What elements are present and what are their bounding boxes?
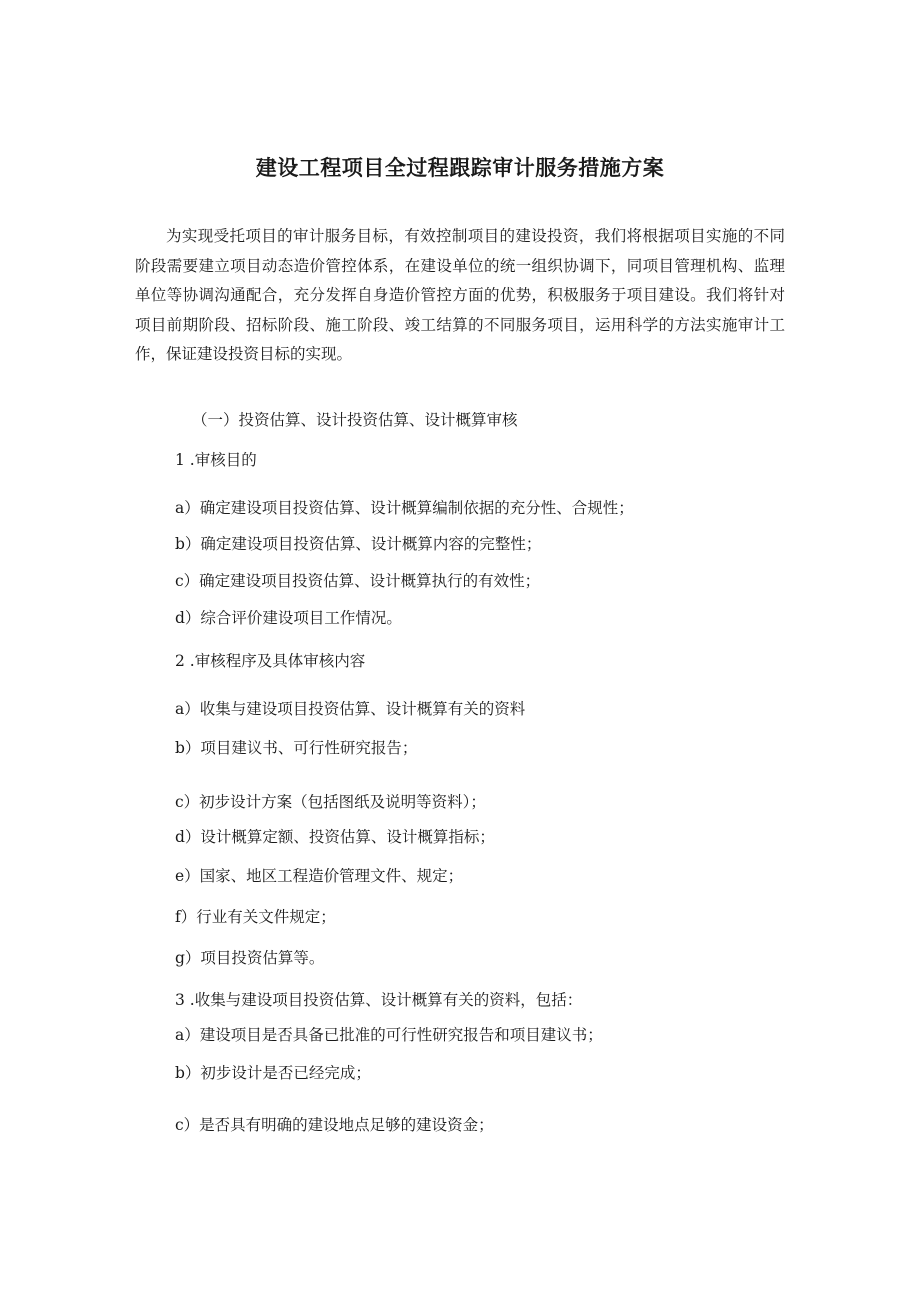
list-item: f）行业有关文件规定；: [175, 908, 336, 926]
list-item: a）确定建设项目投资估算、设计概算编制依据的充分性、合规性；: [175, 499, 634, 517]
list-item: c）确定建设项目投资估算、设计概算执行的有效性；: [175, 572, 541, 590]
document-title: 建设工程项目全过程跟踪审计服务措施方案: [255, 156, 665, 180]
list-item: b）初步设计是否已经完成；: [175, 1064, 371, 1082]
subheading-2: 2 .审核程序及具体审核内容: [175, 652, 366, 670]
section-heading: （一）投资估算、设计投资估算、设计概算审核: [192, 411, 518, 429]
subheading-1: 1 .审核目的: [175, 451, 257, 469]
list-item: d）综合评价建设项目工作情况。: [175, 609, 402, 627]
list-item: a）建设项目是否具备已批准的可行性研究报告和项目建议书；: [175, 1026, 603, 1044]
list-item: a）收集与建设项目投资估算、设计概算有关的资料: [175, 700, 526, 718]
list-item: c）是否具有明确的建设地点足够的建设资金；: [175, 1116, 494, 1134]
list-item: c）初步设计方案（包括图纸及说明等资料）；: [175, 793, 486, 811]
list-item: e）国家、地区工程造价管理文件、规定；: [175, 867, 464, 885]
list-item: b）项目建议书、可行性研究报告；: [175, 739, 418, 757]
subheading-3: 3 .收集与建设项目投资估算、设计概算有关的资料，包括：: [175, 991, 583, 1009]
list-item: b）确定建设项目投资估算、设计概算内容的完整性；: [175, 535, 542, 553]
intro-paragraph: 为实现受托项目的审计服务目标，有效控制项目的建设投资，我们将根据项目实施的不同阶段需要建立项目动态造价管控体系，在建设单位的统一组织协调下，同项目管理机构、监理单位等协调沟通配合，充分发挥自身造价管控方面的优势，积极服务于项目建设。我们将针对项目前期阶段、招标阶段、施工阶段、竣工结算的不同服务项目，运用科学的方法实施审计工作，保证建设投资目标的实现。: [135, 227, 785, 363]
list-item: g）项目投资估算等。: [175, 949, 325, 967]
list-item: d）设计概算定额、投资估算、设计概算指标；: [175, 828, 495, 846]
